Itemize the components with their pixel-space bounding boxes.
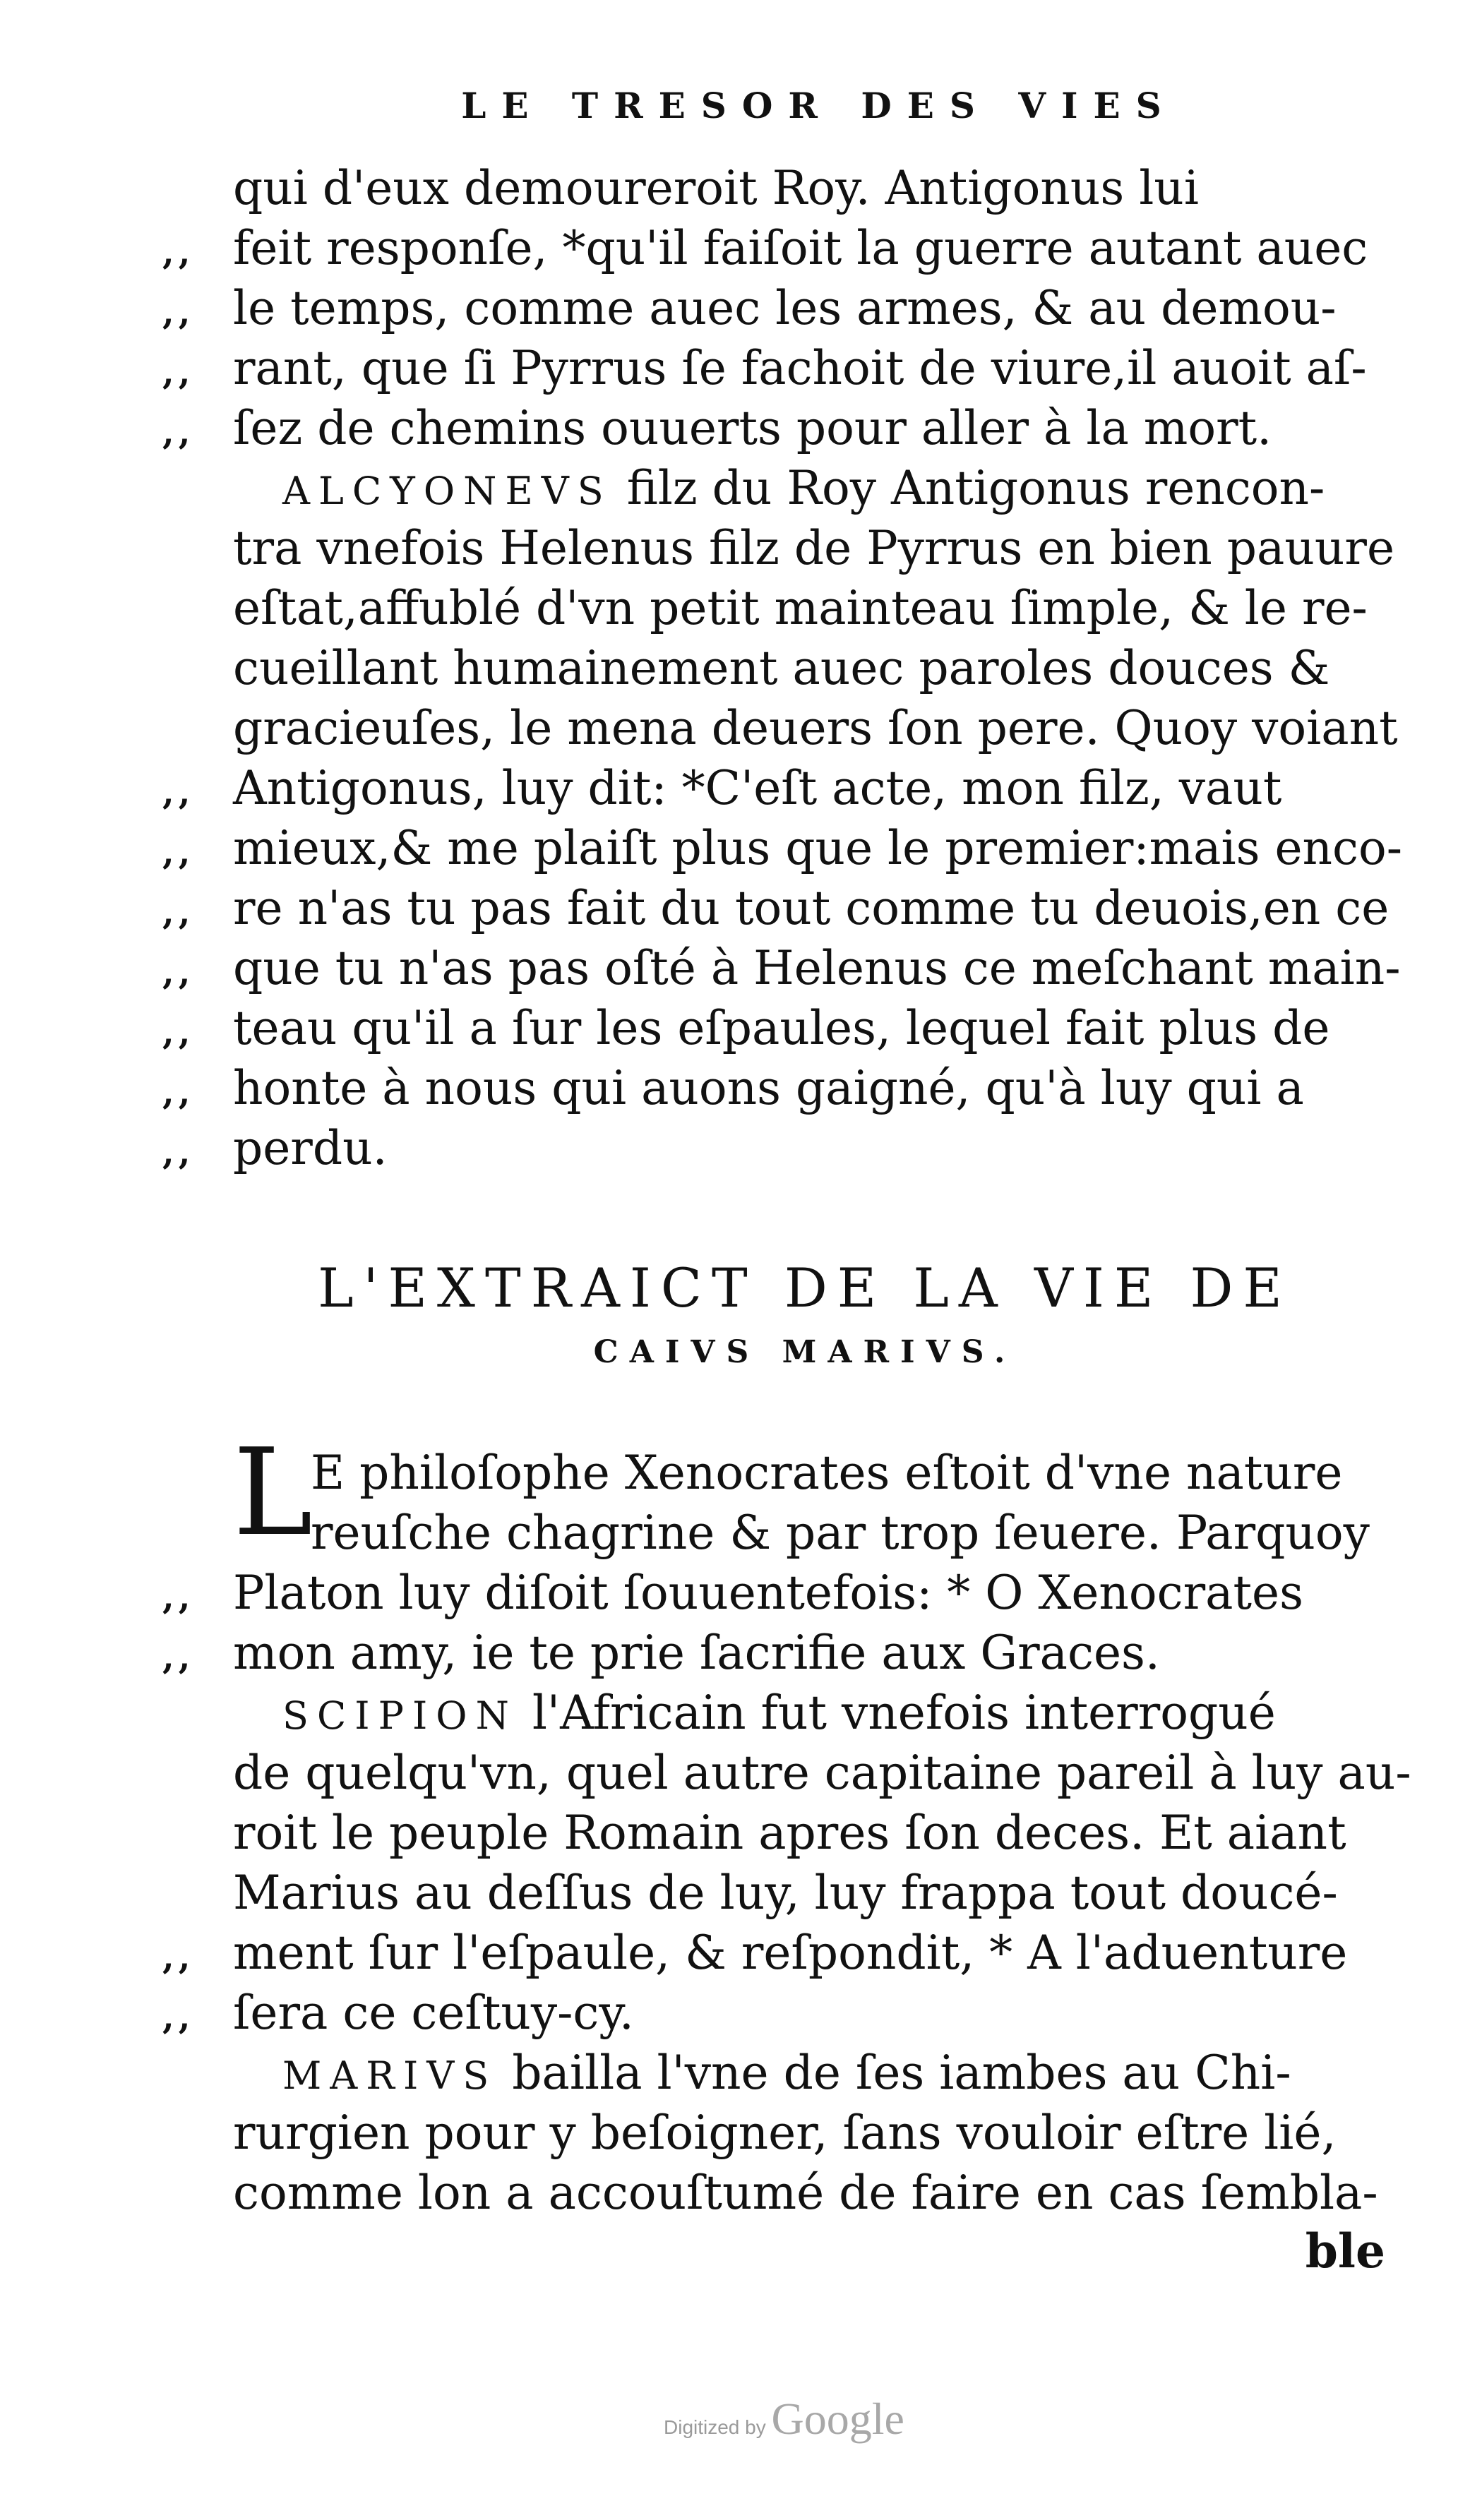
text-line: roit le peuple Romain apres ſon deces. Et aiant [233, 1806, 1346, 1860]
text-line [282, 1684, 1276, 1746]
text-line: ſera ce ceſtuy-cy. [233, 1986, 634, 2040]
text-line: qui d'eux demoureroit Roy. Antigonus lui [233, 161, 1199, 215]
person-name: ALCYONEVS [282, 469, 612, 513]
quote-mark: ,, [162, 773, 195, 812]
text-line: re n'as tu pas fait du tout comme tu deuois,en ce [233, 881, 1390, 935]
text-line: honte à nous qui auons gaigné, qu'à luy qui a [233, 1061, 1304, 1115]
text-line: le temps, comme auec les armes, & au demou- [233, 281, 1337, 335]
google-logo: Google [771, 2394, 904, 2444]
text-line: mieux,& me plaiſt plus que le premier:mais enco- [233, 821, 1403, 875]
person-name: SCIPION [282, 1693, 518, 1738]
text-line: ſez de chemins ouuerts pour aller à la mort. [233, 401, 1272, 455]
text-line: teau qu'il a ſur les eſpaules, lequel fait plus de [233, 1001, 1330, 1055]
text-line: tra vnefois Helenus filz de Pyrrus en bien pauure [233, 521, 1395, 575]
chapter-title: L'EXTRAICT DE LA VIE DE [318, 1256, 1292, 1319]
text-line: mon amy, ie te prie ſacrifie aux Graces. [233, 1626, 1160, 1680]
quote-mark: ,, [162, 353, 195, 392]
text-line-rest: filz du Roy Antigonus rencon- [626, 461, 1325, 515]
drop-cap: L [233, 1423, 313, 1563]
text-line [282, 459, 1325, 521]
quote-mark: ,, [162, 1938, 195, 1977]
quote-mark: ,, [162, 833, 195, 872]
text-line [282, 2044, 1291, 2106]
quote-mark: ,, [162, 1133, 195, 1172]
quote-mark: ,, [162, 413, 195, 452]
quote-mark: ,, [162, 1578, 195, 1617]
text-line: perdu. [233, 1121, 388, 1175]
quote-mark: ,, [162, 893, 195, 932]
quote-mark: ,, [162, 1013, 195, 1052]
text-line: rurgien pour y beſoigner, ſans vouloir eſtre lié, [233, 2106, 1337, 2160]
text-line-rest: l'Africain fut vnefois interrogué [532, 1686, 1276, 1740]
text-line: reuſche chagrine & par trop ſeuere. Parquoy [311, 1506, 1370, 1560]
text-line: Platon luy diſoit ſouuentefois: * O Xenocrates [233, 1566, 1303, 1620]
quote-mark: ,, [162, 953, 195, 992]
catchword: ble [1305, 2224, 1385, 2279]
text-line: Marius au deſſus de luy, luy frappa tout doucé- [233, 1866, 1338, 1920]
text-line: Antigonus, luy dit: *C'eſt acte, mon filz, vaut [233, 761, 1282, 815]
running-head: LE TRESOR DES VIES [461, 85, 1177, 126]
text-line: gracieuſes, le mena deuers ſon pere. Quoy voiant [233, 701, 1398, 755]
text-line: feit responſe, *qu'il faiſoit la guerre autant auec [233, 221, 1368, 275]
text-line: de quelqu'vn, quel autre capitaine pareil à luy au- [233, 1746, 1411, 1800]
text-line: ment ſur l'eſpaule, & reſpondit, * A l'aduenture [233, 1926, 1348, 1980]
text-line: eſtat,affublé d'vn petit mainteau ſimple, & le re- [233, 581, 1368, 635]
text-line: E philoſophe Xenocrates eſtoit d'vne nature [311, 1446, 1343, 1500]
quote-mark: ,, [162, 1998, 195, 2037]
quote-mark: ,, [162, 233, 195, 272]
text-line: rant, que ſi Pyrrus ſe fachoit de viure,il auoit aſ- [233, 341, 1367, 395]
quote-mark: ,, [162, 293, 195, 332]
person-name: MARIVS [282, 2053, 498, 2098]
digitized-watermark [664, 2393, 904, 2445]
text-line: comme lon a accouſtumé de faire en cas ſembla- [233, 2166, 1378, 2220]
text-line: que tu n'as pas oſté à Helenus ce meſchant main- [233, 941, 1401, 995]
text-line-rest: bailla l'vne de ſes iambes au Chi- [512, 2046, 1291, 2100]
quote-mark: ,, [162, 1638, 195, 1677]
quote-mark: ,, [162, 1073, 195, 1112]
text-line: cueillant humainement auec paroles douces & [233, 641, 1330, 695]
chapter-subtitle: CAIVS MARIVS. [593, 1334, 1017, 1370]
watermark-prefix: Digitized by [664, 2416, 766, 2438]
